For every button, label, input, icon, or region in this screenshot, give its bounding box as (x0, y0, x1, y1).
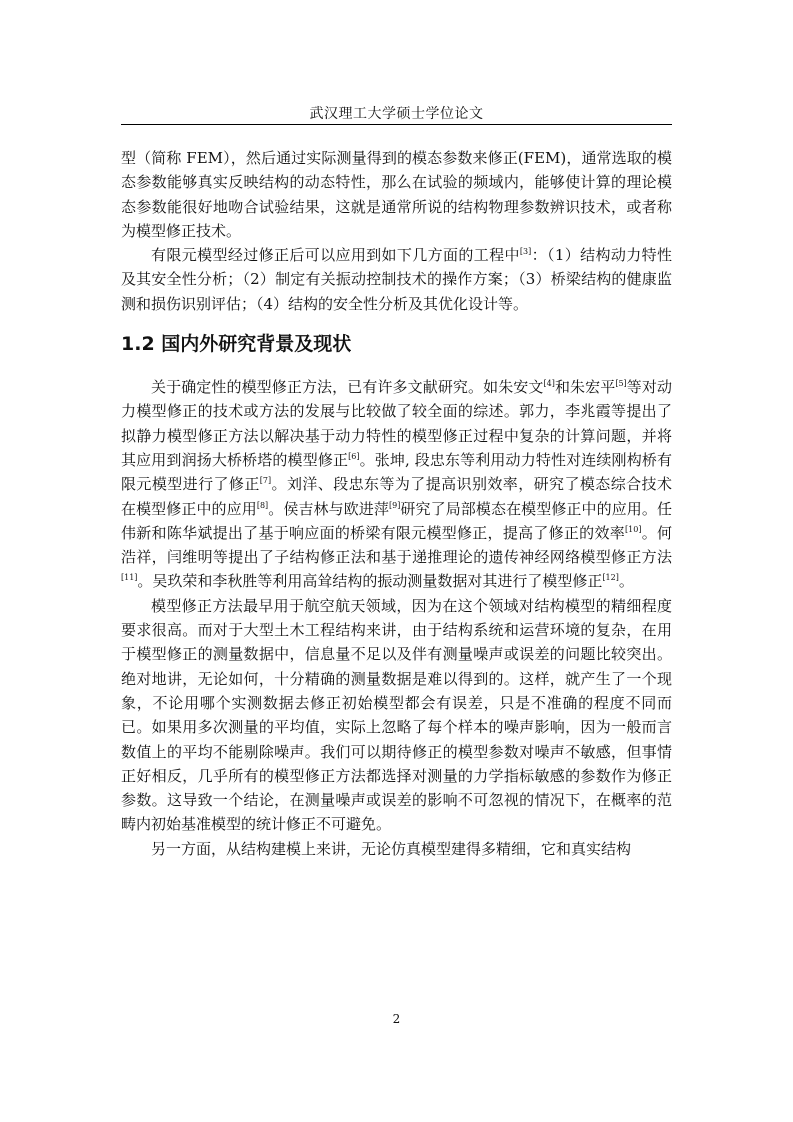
text-segment: 等对动力模型修正的技术或方法的发展与比较做了较全面的综述。郭力，李兆霞等提出了拟静力模型修正方法以解决基于动力特性的模型修正过程中复杂的计算问题，并将其应用到润扬大桥桥塔的模型修正 (121, 378, 672, 469)
text-segment: 。刘洋、段忠东等为了提高识别效率，研究了模态综合技术在模型修正中的应用 (121, 475, 672, 518)
page-number: 2 (392, 1012, 401, 1026)
citation-12: [12] (602, 573, 619, 583)
text-segment: 研究了局部模态在模型修正中的应用。任伟新和陈华斌提出了基于响应面的桥梁有限元模型修正，提高了修正的效率 (121, 499, 672, 542)
page-body (121, 146, 672, 861)
paragraph-modeling: 另一方面，从结构建模上来讲，无论仿真模型建得多精细，它和真实结构 (151, 839, 632, 858)
paragraph-literature (121, 375, 672, 594)
paragraph-continuation: 型（简称 FEM），然后通过实际测量得到的模态参数来修正(FEM)，通常选取的模态参数能够真实反映结构的动态特性，那么在试验的频域内，能够使计算的理论模态参数能很好地吻合试验结果，这就是通常所说的结构物理参数辨识技术，或者称为模型修正技术。 (121, 149, 672, 240)
paragraph-noise: 模型修正方法最早用于航空航天领域，因为在这个领域对结构模型的精细程度要求很高。而对于大型土木工程结构来讲，由于结构系统和运营环境的复杂，在用于模型修正的测量数据中，信息量不足以及伴有测量噪声或误差的问题比较突出。绝对地讲，无论如何，十分精确的测量数据是难以得到的。这样，就产生了一个现象，不论用哪个实测数据去修正初始模型都会有误差，只是不准确的程度不同而已。如果用多次测量的平均值，实际上忽略了每个样本的噪声影响，因为一般而言数值上的平均不能剔除噪声。我们可以期待修正的模型参数对噪声不敏感，但事情正好相反，几乎所有的模型修正方法都选择对测量的力学指标敏感的参数作为修正参数。这导致一个结论，在测量噪声或误差的影响不可忽视的情况下，在概率的范畴内初始基准模型的统计修正不可避免。 (121, 596, 672, 834)
text-segment: 有限元模型经过修正后可以应用到如下几方面的工程中 (151, 246, 520, 265)
citation-4: [4] (543, 379, 555, 389)
running-header: 武汉理工大学硕士学位论文 (309, 106, 484, 122)
text-segment: 。 (618, 572, 634, 591)
text-segment: 和朱宏平 (554, 378, 616, 397)
paragraph-applications (121, 243, 672, 316)
citation-5: [5] (615, 379, 627, 389)
citation-8: [8] (256, 500, 269, 510)
citation-7: [7] (259, 476, 272, 486)
citation-3: [3] (519, 247, 532, 257)
header-rule (121, 124, 672, 125)
text-segment: 。张坤, 段忠东等利用动力特性对连续刚构桥有限元模型进行了修正 (121, 450, 672, 494)
section-heading: 1.2 国内外研究背景及现状 (121, 333, 352, 356)
text-segment: 。侯吉林与欧进萍 (268, 499, 389, 518)
citation-10: [10] (625, 524, 642, 534)
text-segment: 关于确定性的模型修正方法，已有许多文献研究。如朱安文 (151, 378, 544, 397)
citation-6: [6] (348, 451, 360, 461)
text-segment: 。吴玖荣和李秋胜等利用高耸结构的振动测量数据对其进行了模型修正 (137, 572, 603, 591)
citation-9: [9] (389, 500, 401, 510)
text-segment: 。何浩祥，闫维明等提出了子结构修正法和基于递推理论的遗传神经网络模型修正方法 (121, 523, 672, 567)
citation-11: [11] (121, 573, 138, 583)
text-segment: ：（1）结构动力特性及其安全性分析；（2）制定有关振动控制技术的操作方案；（3）桥梁结构的健康监测和损伤识别评估；（4）结构的安全性分析及其优化设计等。 (121, 246, 672, 313)
